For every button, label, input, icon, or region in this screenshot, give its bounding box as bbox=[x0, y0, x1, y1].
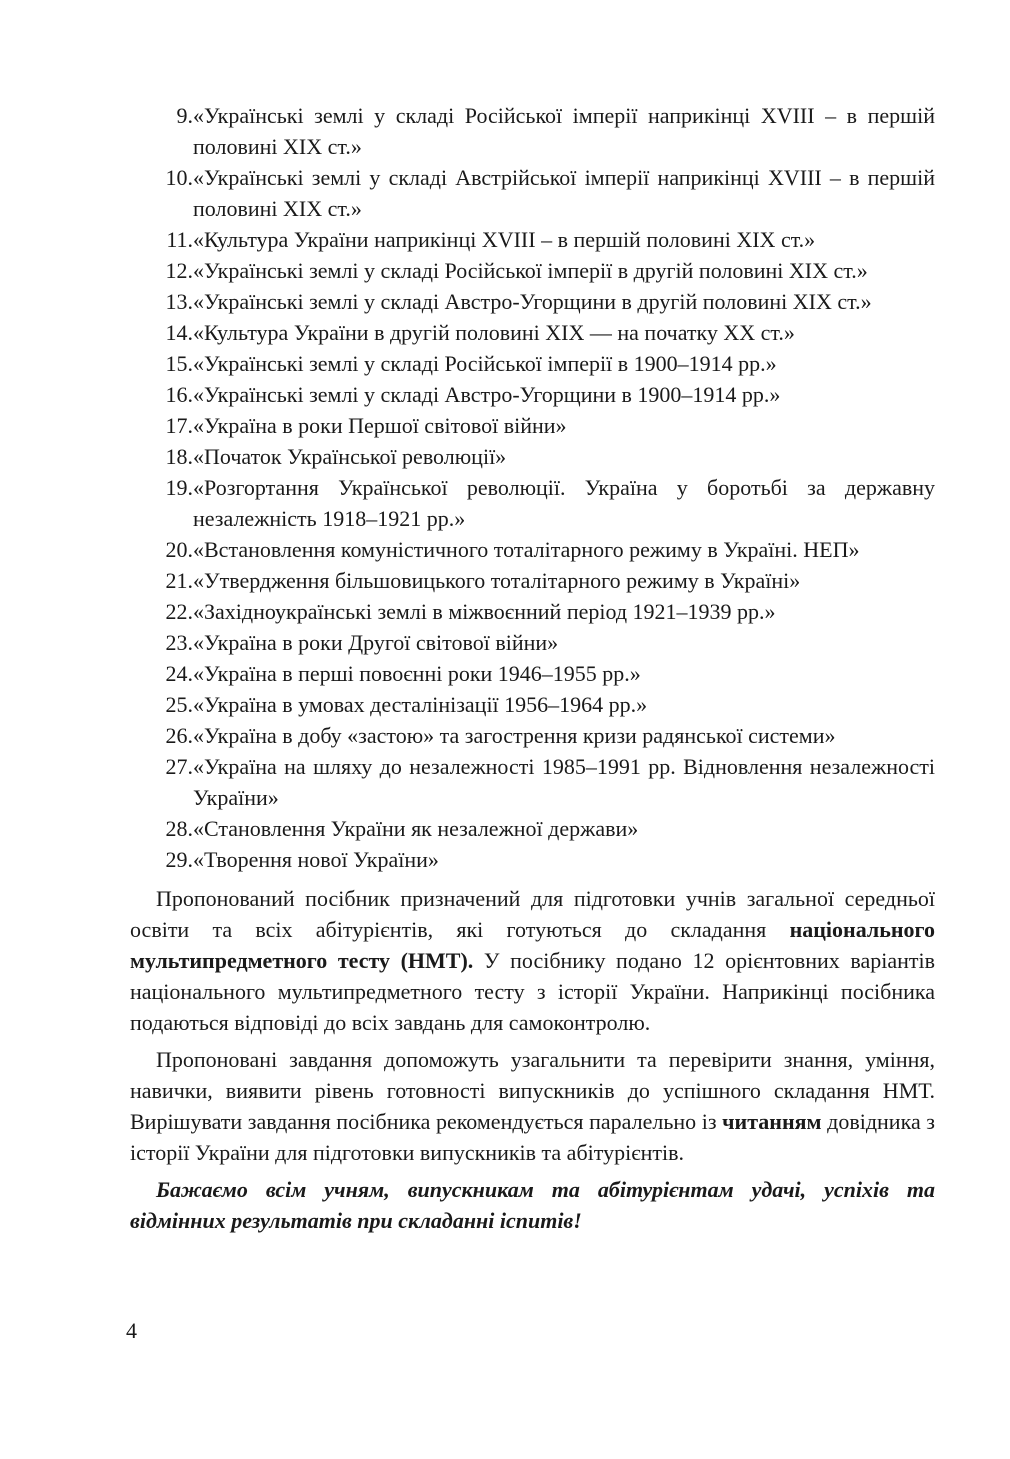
list-item-number: 9. bbox=[176, 103, 193, 128]
list-item-text: «Становлення України як незалежної держави» bbox=[193, 816, 639, 841]
list-item-number: 18. bbox=[165, 444, 193, 469]
list-item-number: 21. bbox=[165, 568, 193, 593]
list-item-text: «Українські землі у складі Австрійської імперії наприкінці XVIII – в першій половині XIX ст.» bbox=[193, 165, 935, 221]
list-item-number: 26. bbox=[165, 723, 193, 748]
list-item-number: 24. bbox=[165, 661, 193, 686]
list-item-number: 11. bbox=[166, 227, 193, 252]
list-item bbox=[130, 441, 935, 472]
purpose-paragraph-text-1: Пропоновані завдання допоможуть узагальнити та перевірити знання, уміння, навички, виявити рівень готовності випускників до успішного складання НМТ. Вирішувати завдання посібника рекомендується паралельно із bbox=[130, 1047, 935, 1134]
list-item bbox=[130, 565, 935, 596]
list-item bbox=[130, 286, 935, 317]
intro-paragraph-bold: національного мультипредметного тесту (НМТ). bbox=[130, 917, 935, 973]
list-item bbox=[130, 689, 935, 720]
body-text bbox=[130, 883, 935, 1242]
list-item bbox=[130, 844, 935, 875]
list-item-number: 10. bbox=[165, 165, 193, 190]
list-item-text: «Українські землі у складі Австро-Угорщини в 1900–1914 рр.» bbox=[193, 382, 781, 407]
list-item-number: 25. bbox=[165, 692, 193, 717]
intro-paragraph-text-2: У посібнику подано 12 орієнтовних варіантів національного мультипредметного тесту з історії України. Наприкінці посібника подаються відповіді до всіх завдань для самоконтролю. bbox=[130, 948, 935, 1035]
list-item bbox=[130, 224, 935, 255]
list-item bbox=[130, 410, 935, 441]
page-number: 4 bbox=[126, 1318, 137, 1343]
list-item-number: 27. bbox=[165, 754, 193, 779]
list-item-text: «Українські землі у складі Російської імперії наприкінці XVIII – в першій половині XIX ст.» bbox=[193, 103, 935, 159]
list-item-text: «Творення нової України» bbox=[193, 847, 439, 872]
list-item-number: 28. bbox=[165, 816, 193, 841]
list-item-text: «Україна на шляху до незалежності 1985–1991 рр. Відновлення незалежності України» bbox=[193, 754, 935, 810]
list-item bbox=[130, 472, 935, 534]
intro-paragraph bbox=[130, 883, 935, 1038]
purpose-paragraph-text-2: довідника з історії України для підготовки випускників та абітурієнтів. bbox=[130, 1109, 935, 1165]
list-item bbox=[130, 255, 935, 286]
list-item-number: 14. bbox=[165, 320, 193, 345]
list-item bbox=[130, 720, 935, 751]
list-item bbox=[130, 596, 935, 627]
list-item-number: 16. bbox=[165, 382, 193, 407]
list-item-number: 23. bbox=[165, 630, 193, 655]
list-item-number: 22. bbox=[165, 599, 193, 624]
list-item-number: 19. bbox=[165, 475, 193, 500]
topic-list bbox=[130, 100, 935, 875]
list-item-text: «Україна в перші повоєнні роки 1946–1955 рр.» bbox=[193, 661, 641, 686]
list-item bbox=[130, 317, 935, 348]
list-item-number: 29. bbox=[165, 847, 193, 872]
list-item-number: 13. bbox=[165, 289, 193, 314]
list-item-text: «Західноукраїнські землі в міжвоєнний період 1921–1939 рр.» bbox=[193, 599, 776, 624]
list-item bbox=[130, 162, 935, 224]
list-item bbox=[130, 627, 935, 658]
list-item-number: 20. bbox=[165, 537, 193, 562]
list-item-text: «Україна в роки Першої світової війни» bbox=[193, 413, 567, 438]
list-item-number: 17. bbox=[165, 413, 193, 438]
list-item-text: «Україна в умовах десталінізації 1956–1964 рр.» bbox=[193, 692, 648, 717]
list-item-number: 15. bbox=[165, 351, 193, 376]
intro-paragraph-text-1: Пропонований посібник призначений для підготовки учнів загальної середньої освіти та всіх абітурієнтів, які готуються до складання bbox=[130, 886, 935, 942]
purpose-paragraph-bold: читанням bbox=[722, 1109, 822, 1134]
list-item-text: «Українські землі у складі Російської імперії в 1900–1914 рр.» bbox=[193, 351, 777, 376]
list-item bbox=[130, 751, 935, 813]
list-item-text: «Україна в роки Другої світової війни» bbox=[193, 630, 559, 655]
list-item-text: «Українські землі у складі Австро-Угорщини в другій половині XIX ст.» bbox=[193, 289, 872, 314]
list-item-text: «Розгортання Української революції. Україна у боротьбі за державну незалежність 1918–1921 рр.» bbox=[193, 475, 935, 531]
purpose-paragraph bbox=[130, 1044, 935, 1168]
list-item bbox=[130, 100, 935, 162]
list-item-text: «Встановлення комуністичного тоталітарного режиму в Україні. НЕП» bbox=[193, 537, 860, 562]
list-item bbox=[130, 534, 935, 565]
list-item bbox=[130, 813, 935, 844]
list-item-text: «Україна в добу «застою» та загострення кризи радянської системи» bbox=[193, 723, 836, 748]
list-item bbox=[130, 379, 935, 410]
list-item-text: «Українські землі у складі Російської імперії в другій половині XIX ст.» bbox=[193, 258, 868, 283]
list-item-text: «Культура України наприкінці XVIII – в першій половині XIX ст.» bbox=[193, 227, 816, 252]
list-item bbox=[130, 348, 935, 379]
list-item-text: «Культура України в другій половині XIX — на початку XX ст.» bbox=[193, 320, 795, 345]
list-item-text: «Початок Української революції» bbox=[193, 444, 507, 469]
closing-wish: Бажаємо всім учням, випускникам та абітурієнтам удачі, успіхів та відмінних результатів при складанні іспитів! bbox=[130, 1177, 935, 1233]
list-item-number: 12. bbox=[165, 258, 193, 283]
list-item bbox=[130, 658, 935, 689]
list-item-text: «Утвердження більшовицького тоталітарного режиму в Україні» bbox=[193, 568, 801, 593]
